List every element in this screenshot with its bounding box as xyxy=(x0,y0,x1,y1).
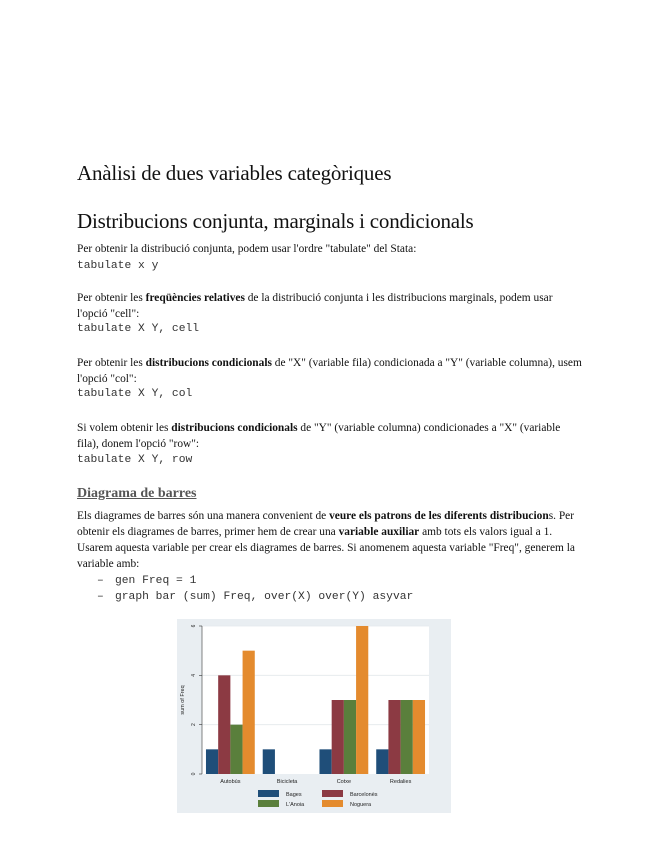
bold-term: freqüències relatives xyxy=(145,292,245,304)
bar xyxy=(388,700,400,774)
bar-chart-figure xyxy=(177,619,451,813)
y-tick-label: 6 xyxy=(191,624,197,628)
y-tick-label: 0 xyxy=(191,772,197,776)
legend-swatch xyxy=(258,790,279,797)
paragraph-conditional-col xyxy=(77,355,582,387)
code-tabulate-col: tabulate X Y, col xyxy=(77,388,193,400)
text-fragment: de "X" (variable fila) condicionada a "Y" (variable columna), usem l'opció "col": xyxy=(77,357,582,385)
bar xyxy=(243,651,255,774)
text-fragment: Per obtenir les xyxy=(77,357,146,369)
code-tabulate-row: tabulate X Y, row xyxy=(77,454,193,466)
paragraph-joint-distribution: Per obtenir la distribució conjunta, podem usar l'ordre "tabulate" del Stata: xyxy=(77,243,417,255)
bar-chart-svg xyxy=(177,619,451,813)
y-tick-label: 2 xyxy=(191,723,197,727)
bar xyxy=(319,749,331,774)
paragraph-relative-frequencies xyxy=(77,290,582,322)
x-tick-label: Bicicleta xyxy=(276,779,298,785)
legend-swatch xyxy=(322,790,343,797)
x-tick-label: Redalies xyxy=(389,779,412,785)
paragraph-bar-charts xyxy=(77,508,582,572)
bar xyxy=(332,700,344,774)
page-title: Anàlisi de dues variables categòriques xyxy=(77,161,392,185)
bold-term: distribucions condicionals xyxy=(171,422,298,434)
code-tabulate-cell: tabulate X Y, cell xyxy=(77,323,200,335)
bar xyxy=(263,749,275,774)
y-tick-label: 4 xyxy=(191,673,197,677)
text-fragment: de la distribució conjunta i les distribucions marginals, podem usar l'opció "cell": xyxy=(77,292,553,320)
x-tick-label: Autobús xyxy=(220,779,241,785)
text-fragment: amb tots els valors igual a 1. Usarem aquesta variable per crear els diagrames de barres. Si anomenem aquesta variable "Freq", generem la variable amb: xyxy=(77,526,575,570)
bar xyxy=(413,700,425,774)
text-fragment: Per obtenir les xyxy=(77,292,146,304)
bar-chart-heading: Diagrama de barres xyxy=(77,486,197,501)
legend-swatch xyxy=(322,800,343,807)
bold-term: distribucions condicionals xyxy=(145,357,272,369)
text-fragment: s. Per obtenir els diagrames de barres, primer hem de crear una xyxy=(77,510,574,538)
bar xyxy=(356,626,368,774)
code-tabulate-xy: tabulate x y xyxy=(77,260,159,272)
command-text: graph bar (sum) Freq, over(X) over(Y) asyvar xyxy=(115,591,414,603)
section-title: Distribucions conjunta, marginals i condicionals xyxy=(77,209,474,233)
legend-label: L'Anoia xyxy=(286,802,305,808)
legend-label: Barcelonès xyxy=(350,792,378,798)
bar xyxy=(401,700,413,774)
command-list xyxy=(97,573,413,605)
text-fragment: Si volem obtenir les xyxy=(77,422,172,434)
bullet-dash: – xyxy=(97,591,104,603)
bar xyxy=(218,675,230,774)
bullet-dash: – xyxy=(97,575,104,587)
paragraph-conditional-row xyxy=(77,420,582,452)
bar xyxy=(344,700,356,774)
bold-term: variable auxiliar xyxy=(338,526,420,538)
list-item xyxy=(97,589,413,605)
bar xyxy=(230,725,242,774)
legend-label: Noguera xyxy=(350,802,372,808)
text-fragment: Els diagrames de barres són una manera convenient de xyxy=(77,510,330,522)
x-tick-label: Cotxe xyxy=(336,779,352,785)
legend-swatch xyxy=(258,800,279,807)
list-item xyxy=(97,573,413,589)
command-text: gen Freq = 1 xyxy=(115,575,197,587)
text-fragment: de "Y" (variable columna) condicionades a "X" (variable fila), donem l'opció "row": xyxy=(77,422,561,450)
y-axis-label: sum of Freq xyxy=(180,685,186,715)
bar xyxy=(206,749,218,774)
bar xyxy=(376,749,388,774)
bold-term: veure els patrons de les diferents distribucion xyxy=(329,510,549,522)
legend-label: Bages xyxy=(286,792,302,798)
